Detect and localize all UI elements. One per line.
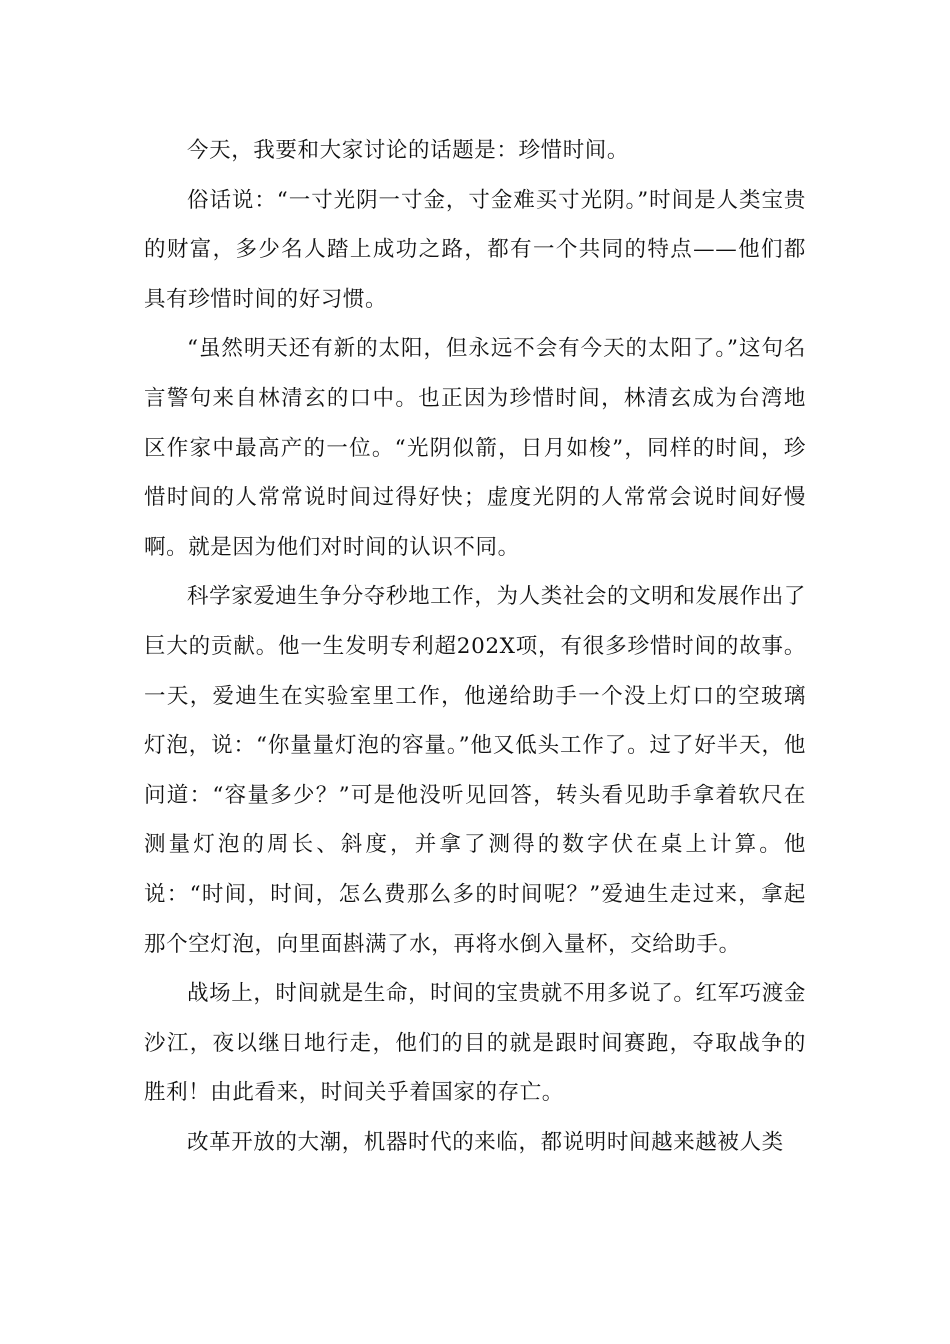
paragraph-lin-qingxuan: “虽然明天还有新的太阳，但永远不会有今天的太阳了。”这句名言警句来自林清玄的口中。也正因为珍惜时间，林清玄成为台湾地区作家中最高产的一位。“光阴似箭，日月如梭”，同样的时间，珍惜时间的人常常说时间过得好快；虚度光阴的人常常会说时间好慢啊。就是因为他们对时间的认识不同。 (144, 336, 806, 560)
paragraph-intro: 今天，我要和大家讨论的话题是：珍惜时间。 (187, 138, 630, 163)
paragraph-reform: 改革开放的大潮，机器时代的来临，都说明时间越来越被人类 (187, 1129, 784, 1155)
document-body (144, 126, 806, 1167)
paragraph-proverb: 俗话说：“一寸光阴一寸金，寸金难买寸光阴。”时间是人类宝贵的财富，多少名人踏上成功之路，都有一个共同的特点——他们都具有珍惜时间的好习惯。 (144, 187, 806, 312)
paragraph-edison: 科学家爱迪生争分夺秒地工作，为人类社会的文明和发展作出了巨大的贡献。他一生发明专利超202X项，有很多珍惜时间的故事。一天，爱迪生在实验室里工作，他递给助手一个没上灯口的空玻璃灯泡，说：“你量量灯泡的容量。”他又低头工作了。过了好半天，他问道：“容量多少？”可是他没听见回答，转头看见助手拿着软尺在测量灯泡的周长、斜度，并拿了测得的数字伏在桌上计算。他说：“时间，时间，怎么费那么多的时间呢？”爱迪生走过来，拿起那个空灯泡，向里面斟满了水，再将水倒入量杯，交给助手。 (144, 584, 806, 957)
paragraph-battlefield: 战场上，时间就是生命，时间的宝贵就不用多说了。红军巧渡金沙江，夜以继日地行走，他们的目的就是跟时间赛跑，夺取战争的胜利！由此看来，时间关乎着国家的存亡。 (144, 981, 806, 1106)
